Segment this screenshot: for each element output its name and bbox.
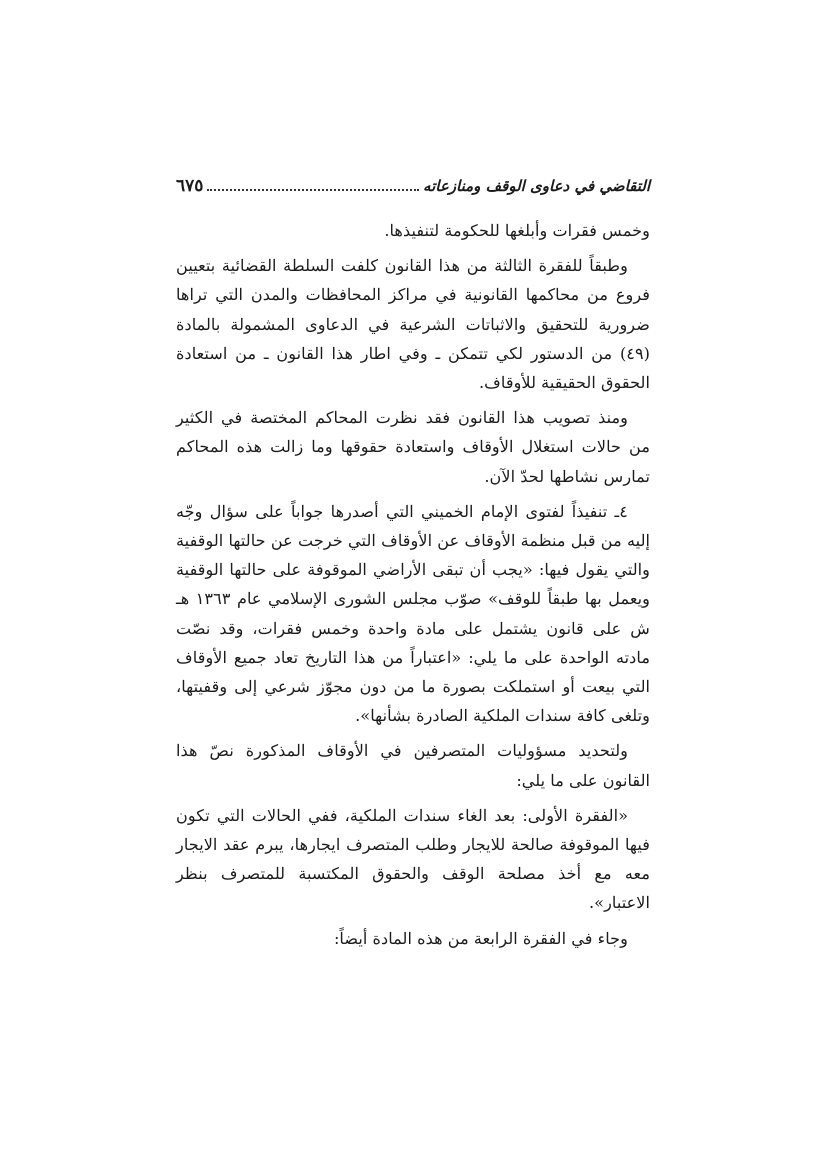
body-text [176, 216, 650, 959]
paragraph-5: ولتحديد مسؤوليات المتصرفين في الأوقاف المذكورة نصّ هذا القانون على ما يلي: [176, 741, 650, 790]
paragraph-6-quote: «الفقرة الأولى: بعد الغاء سندات الملكية، ففي الحالات التي تكون فيها الموقوفة صالحة للايجار وطلب المتصرف ايجارها، يبرم عقد الايجار معه مع أخذ مصلحة الوقف والحقوق المكتسبة للمتصرف بنظر الاعتبار». [176, 805, 650, 913]
paragraph-3: ومنذ تصويب هذا القانون فقد نظرت المحاكم المختصة في الكثير من حالات استغلال الأوقاف واستعادة حقوقها وما زالت هذه المحاكم تمارس نشاطها لحدّ الآن. [176, 408, 650, 486]
header-dot-leader [207, 177, 419, 191]
running-header-title: التقاضي في دعاوى الوقف ومنازعاته [423, 177, 650, 195]
paragraph-7: وجاء في الفقرة الرابعة من هذه المادة أيضاً: [333, 928, 628, 948]
paragraph-2: وطبقاً للفقرة الثالثة من هذا القانون كلفت السلطة القضائية بتعيين فروع من محاكمها القانونية في مراكز المحافظات والمدن التي تراها ضرورية للتحقيق والاثباتات الشرعية في الدعاوى المشمولة بالمادة (٤٩) من الدستور لكي تتمكن ـ وفي اطار هذا القانون ـ من استعادة الحقوق الحقيقية للأوقاف. [176, 256, 650, 393]
page-number: ٦٧٥ [176, 176, 204, 196]
paragraph-4-numbered: ٤ـ تنفيذاً لفتوى الإمام الخميني التي أصدرها جواباً على سؤال وجّه إليه من قبل منظمة الأوقاف عن الأوقاف التي خرجت عن حالتها الوقفية والتي يقول فيها: «يجب أن تبقى الأراضي الموقوفة على حالتها الوقفية ويعمل بها طبقاً للوقف» صوّب مجلس الشورى الإسلامي عام ١٣٦٣ هـ ش على قانون يشتمل على مادة واحدة وخمس فقرات، وقد نصّت مادته الواحدة على ما يلي: «اعتباراً من هذا التاريخ تعاد جميع الأوقاف التي بيعت أو استملكت بصورة ما من دون مجوّز شرعي إلى وقفيتها، وتلغى كافة سندات الملكية الصادرة بشأنها». [176, 501, 650, 726]
running-header [176, 176, 650, 200]
paragraph-1: وخمس فقرات وأبلغها للحكومة لتنفيذها. [384, 221, 650, 240]
